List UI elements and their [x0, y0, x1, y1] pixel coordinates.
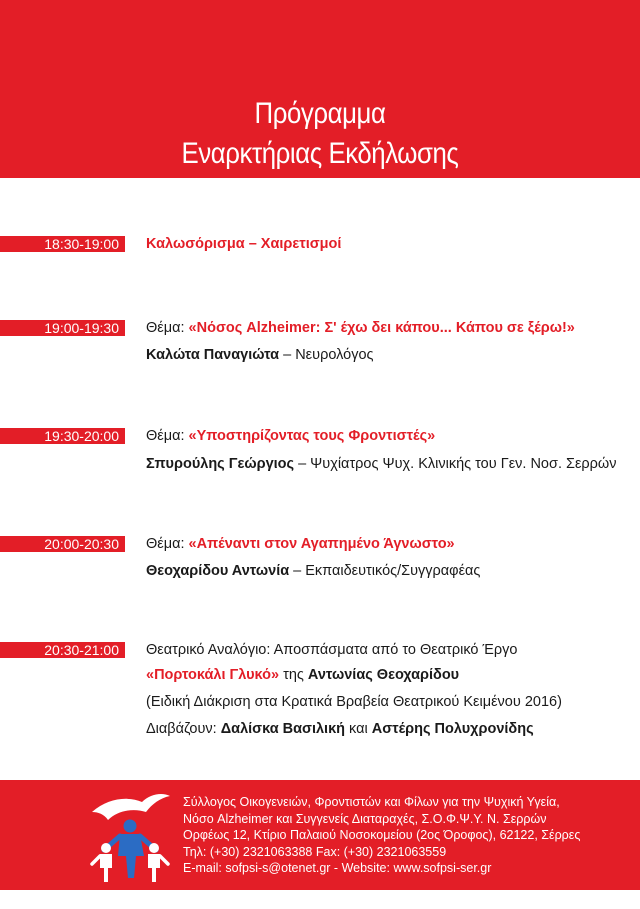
time-badge: 19:30-20:00	[0, 428, 125, 444]
reader-1: Δαλίσκα Βασιλική	[220, 721, 346, 737]
play-line	[146, 666, 459, 684]
speaker-role: – Νευρολόγος	[279, 347, 374, 363]
readers-line	[146, 720, 534, 738]
speaker-role: – Ψυχίατρος Ψυχ. Κλινικής του Γεν. Νοσ. Σερρών	[294, 456, 617, 472]
title-line-2: Εναρκτήριας Εκδήλωσης	[181, 137, 459, 170]
session-title: «Υποστηρίζοντας τους Φροντιστές»	[188, 428, 436, 444]
topic-prefix: Θέμα:	[146, 428, 189, 444]
session-topic-line	[146, 535, 455, 553]
speaker-line	[146, 455, 617, 473]
header-banner	[0, 0, 640, 178]
title-line-1: Πρόγραμμα	[254, 97, 386, 130]
page-title	[45, 94, 595, 174]
speaker-line	[146, 346, 374, 364]
footer-banner	[0, 780, 640, 890]
org-name-line-2: Νόσο Alzheimer και Συγγενείς Διαταραχές, Σ.Ο.Φ.Ψ.Υ. Ν. Σερρών	[183, 811, 547, 826]
org-contact[interactable]: E-mail: sofpsi-s@otenet.gr - Website: www.sofpsi-ser.gr	[183, 861, 492, 875]
session-title: Καλωσόρισμα – Χαιρετισμοί	[146, 236, 342, 252]
org-name-line-1: Σύλλογος Οικογενειών, Φροντιστών και Φίλων για την Ψυχική Υγεία,	[183, 795, 560, 809]
session-topic-line	[146, 427, 435, 445]
session-topic-line	[146, 319, 575, 337]
speaker-name: Καλώτα Παναγιώτα	[146, 347, 280, 363]
topic-prefix: Θέμα:	[146, 536, 189, 552]
speaker-line	[146, 562, 480, 580]
session-title: «Απέναντι στον Αγαπημένο Άγνωστο»	[188, 536, 455, 552]
session-title-line	[146, 235, 341, 253]
time-badge: 20:00-20:30	[0, 536, 125, 552]
org-phone: Τηλ: (+30) 2321063388 Fax: (+30) 2321063559	[183, 844, 447, 859]
award-line: (Ειδική Διάκριση στα Κρατικά Βραβεία Θεατρικού Κειμένου 2016)	[146, 694, 562, 710]
topic-prefix: Θέμα:	[146, 320, 189, 336]
speaker-name: Σπυρούλης Γεώργιος	[146, 456, 295, 472]
readers-label: Διαβάζουν:	[146, 721, 221, 737]
theatre-intro-line: Θεατρικό Αναλόγιο: Αποσπάσματα από το Θεατρικό Έργο	[146, 642, 518, 658]
speaker-role: – Εκπαιδευτικός/Συγγραφέας	[289, 563, 481, 579]
readers-and: και	[345, 721, 372, 737]
session-title: «Νόσος Alzheimer: Σ' έχω δει κάπου... Κάπου σε ξέρω!»	[188, 320, 575, 336]
time-badge: 20:30-21:00	[0, 642, 125, 658]
speaker-name: Θεοχαρίδου Αντωνία	[146, 563, 290, 579]
organization-info	[183, 794, 580, 877]
time-badge: 18:30-19:00	[0, 236, 125, 252]
play-of: της	[279, 667, 308, 683]
org-address: Ορφέως 12, Κτίριο Παλαιού Νοσοκομείου (2ος Όροφος), 62122, Σέρρες	[183, 828, 581, 842]
time-badge: 19:00-19:30	[0, 320, 125, 336]
play-title: «Πορτοκάλι Γλυκό»	[146, 667, 280, 683]
family-bird-logo-icon	[88, 790, 172, 884]
play-author: Αντωνίας Θεοχαρίδου	[307, 667, 460, 683]
reader-2: Αστέρης Πολυχρονίδης	[371, 721, 534, 737]
